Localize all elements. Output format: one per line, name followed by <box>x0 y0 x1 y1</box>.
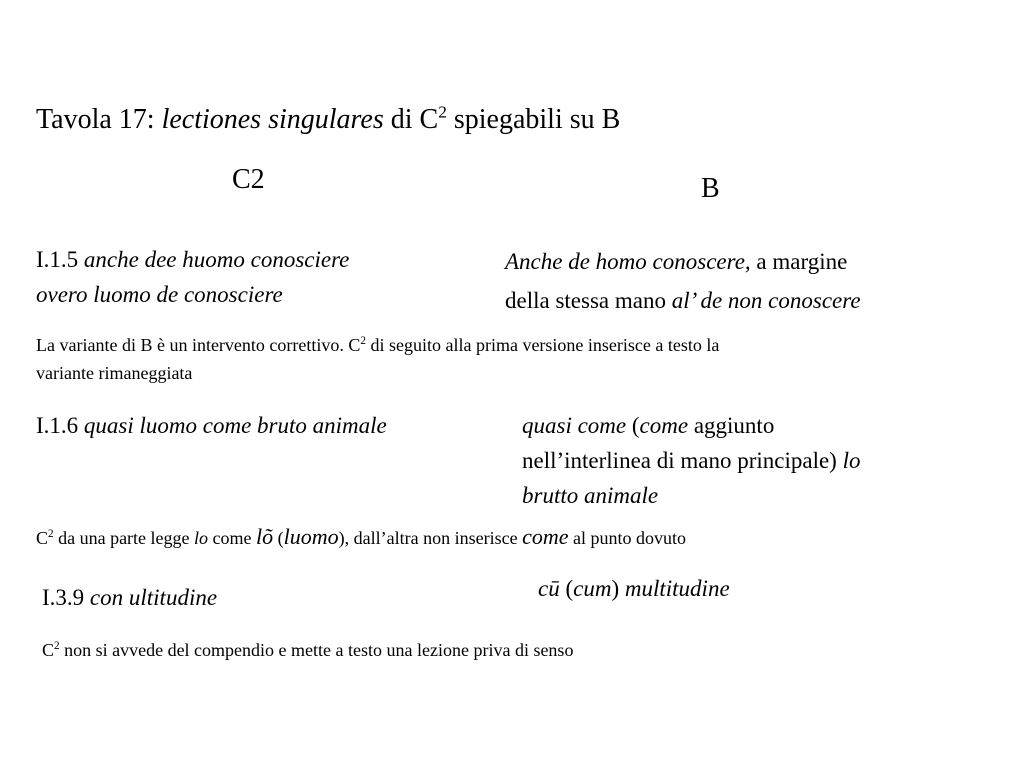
page-title <box>36 104 620 136</box>
entry-1-left-line1 <box>36 242 349 277</box>
entry-2-left-reading: quasi luomo come bruto animale <box>83 413 387 438</box>
entry-3-left <box>42 580 217 615</box>
column-heading-left: C2 <box>232 164 265 195</box>
note-2: $C^2$ da una parte legge lo come lõ (luomo), dall’altra non inserisce come al punto dovuto <box>36 524 687 549</box>
entry-1-right-line1: Anche de homo conoscere, a margine <box>505 249 848 274</box>
title-prefix: Tavola 17: <box>36 104 162 135</box>
entry-1-left-line2: overo luomo de conosciere <box>36 282 283 307</box>
note-3: $C^2$ non si avvede del compendio e mette a testo una lezione priva di senso <box>42 640 574 660</box>
entry-2-left <box>36 408 387 443</box>
entry-1-right <box>505 244 861 318</box>
title-italic: lectiones singulares <box>161 104 384 135</box>
note-1: La variante di B è un intervento correttivo. $C^2$ di seguito alla prima versione inserisce a testo la variante rimaneggiata <box>36 335 720 383</box>
entry-2-right: quasi come (come aggiunto nell’interlinea di mano principale) lo brutto animale <box>522 413 861 508</box>
entry-3-number: I.3.9 <box>42 585 90 610</box>
title-sup: 2 <box>438 102 447 122</box>
entry-1-number: I.1.5 <box>36 247 84 272</box>
entry-1-right-line2: della stessa mano al’ de non conoscere <box>505 288 861 313</box>
entry-1-left-reading: anche dee huomo conosciere <box>83 247 350 272</box>
entry-3-right: cū (cum) multitudine <box>538 576 730 601</box>
column-heading-right: B <box>701 173 720 204</box>
entry-1-left <box>36 242 349 312</box>
entry-2-number: I.1.6 <box>36 413 84 438</box>
entry-3-left-reading: con ultitudine <box>89 585 218 610</box>
title-mid: di C <box>383 104 439 135</box>
title-suffix: spiegabili su B <box>446 104 621 135</box>
